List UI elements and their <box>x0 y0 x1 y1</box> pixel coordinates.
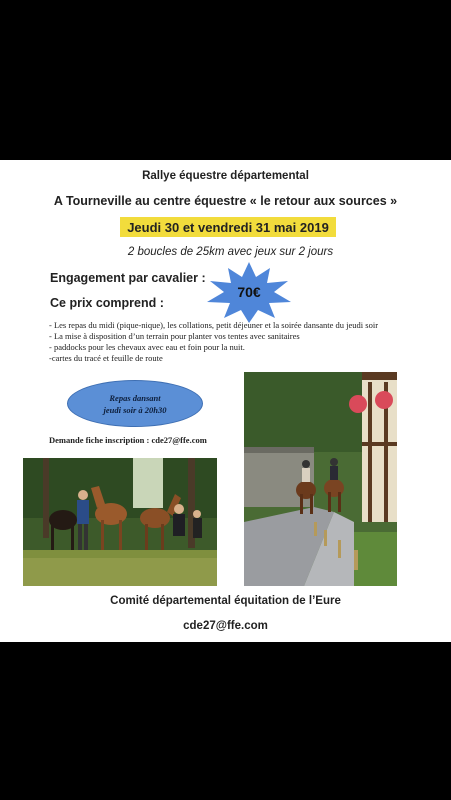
riders-group-photo <box>23 458 217 586</box>
includes-label: Ce prix comprend : <box>50 296 164 310</box>
village-road-photo <box>244 372 397 586</box>
dinner-time: jeudi soir à 20h30 <box>103 404 167 415</box>
event-loops: 2 boucles de 25km avec jeux sur 2 jours <box>127 246 334 258</box>
organizer-name: Comité départemental équitation de l’Eure <box>110 595 341 607</box>
registration-info: Demande fiche inscription : cde27@ffe.com <box>49 435 207 445</box>
list-item: - paddocks pour les chevaux avec eau et foin pour la nuit. <box>49 342 245 352</box>
event-dates: Jeudi 30 et vendredi 31 mai 2019 <box>127 219 329 235</box>
organizer-email: cde27@ffe.com <box>183 620 268 632</box>
event-location: A Tourneville au centre équestre « le retour aux sources » <box>53 194 398 208</box>
includes-list <box>49 320 409 364</box>
dinner-badge <box>67 380 203 427</box>
list-item: - Les repas du midi (pique-nique), les collations, petit déjeuner et la soirée dansante du jeudi soir <box>49 320 379 330</box>
event-flyer <box>0 160 451 642</box>
price: 70€ <box>237 284 261 300</box>
list-item: - La mise à disposition d’un terrain pour planter vos tentes avec sanitaires <box>49 331 300 341</box>
event-dates-highlight <box>120 217 336 237</box>
event-title: Rallye équestre départemental <box>142 170 309 182</box>
list-item: -cartes du tracé et feuille de route <box>49 353 163 363</box>
dinner-title: Repas dansant <box>109 392 161 403</box>
engagement-label: Engagement par cavalier : <box>50 271 206 285</box>
